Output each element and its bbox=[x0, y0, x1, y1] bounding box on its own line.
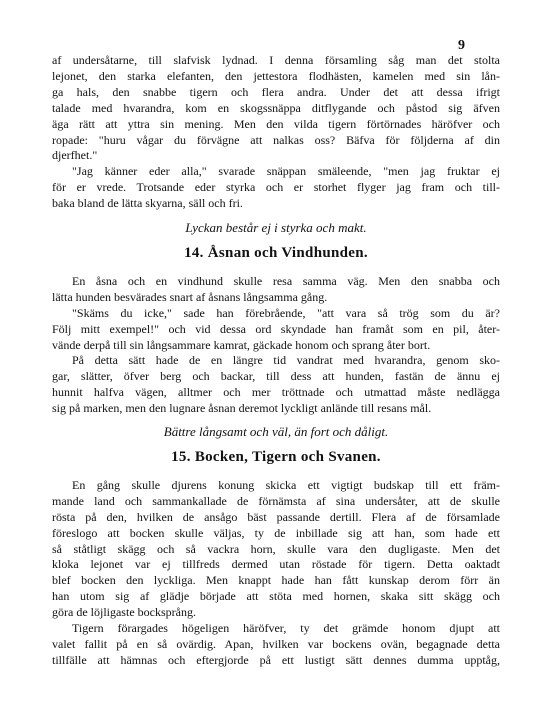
text-line: gar, slätter, öfver berg och backar, till dess att hunden, fastän de ännu ej bbox=[52, 369, 500, 384]
text-line: kloka lejonet var ej tillfreds dermed utan röstade för tigern. Detta oaktadt bbox=[52, 557, 500, 572]
fable-14 bbox=[52, 246, 500, 442]
text-line: tillfälle att hämnas och eftergjorde på ett lustigt sätt dennes dumma upptåg, bbox=[52, 652, 500, 667]
text-line: för er vrede. Trotsande eder styrka och er storhet flyger jag fram och till- bbox=[52, 180, 500, 195]
text-line: "Jag känner eder alla," svarade snäppan smäleende, "men jag fruktar ej bbox=[72, 164, 500, 179]
text-line: ropade: "huru vågar du förvägne att nalkas oss? Bäfva för följderna af din bbox=[52, 132, 500, 147]
text-line: lätta hunden besvärades snart af åsnans långsamma gång. bbox=[52, 289, 328, 304]
text-line: baka bland de lätta skyarna, säll och fri. bbox=[52, 196, 243, 211]
text-line: talade med hvarandra, kom en skogssnäppa ditflygande och påstod sig äfven bbox=[52, 100, 500, 115]
text-line: djerfhet." bbox=[52, 148, 98, 163]
text-line: sig på marken, men den lugnare åsnan deremot lyckligt anlände till resans mål. bbox=[52, 401, 432, 416]
text-line: Tigern förargades högeligen häröfver, ty det grämde honom djupt att bbox=[72, 621, 500, 636]
page-number: 9 bbox=[458, 38, 465, 53]
text-line: han utom sig af glädje började att stöta med hornen, skaka sitt skägg och bbox=[52, 589, 500, 604]
fable-heading: 15. Bocken, Tigern och Svanen. bbox=[171, 449, 381, 465]
text-line: valet fallit på en så ovärdig. Apan, hvilken var bockens ovän, begagnade detta bbox=[52, 636, 500, 651]
text-line: ga hals, den snabbe tigern och flera andra. Under det att dessa ifrigt bbox=[52, 84, 500, 99]
text-line: En gång skulle djurens konung skicka ett vigtigt budskap till ett främ- bbox=[72, 477, 500, 492]
text-line: vände derpå till sin långsammare kamrat, gäckade honom och sprang åter bort. bbox=[52, 337, 431, 352]
text-line: äga rätt att yttra sin mening. Men den vilda tigern förtörnades häröfver och bbox=[52, 116, 500, 131]
text-line: göra de löjligaste bocksprång. bbox=[52, 605, 196, 620]
fable-continuation bbox=[52, 53, 500, 238]
text-line: mande land och sammankallade de förnämsta af sina undersåter, att de skulle bbox=[52, 493, 500, 508]
text-line: lejonet, den starka elefanten, den jettestora flodhästen, kamelen med sin lån- bbox=[52, 68, 500, 83]
text-line: föreslogo att bocken skulle väljas, ty de inbillade sig att han, som hade ett bbox=[52, 525, 500, 540]
text-line: "Skäms du icke," sade han förebrående, "att vara så trög som du är? bbox=[72, 305, 500, 320]
text-line: En åsna och en vindhund skulle resa samma väg. Men den snabba och bbox=[72, 273, 500, 288]
fable-moral: Bättre långsamt och väl, än fort och dåligt. bbox=[163, 424, 389, 440]
text-line: så ståtligt skägg och så vackra horn, skulle vara den dugligaste. Men det bbox=[52, 541, 500, 556]
fable-moral: Lyckan består ej i styrka och makt. bbox=[185, 220, 367, 236]
fable-heading: 14. Åsnan och Vindhunden. bbox=[184, 245, 368, 261]
text-line: af undersåtarne, till slafvisk lydnad. I denna församling såg man det stolta bbox=[52, 53, 500, 67]
text-line: Följ mitt exempel!" och vid dessa ord skyndade han framåt som en pil, åter- bbox=[52, 321, 500, 336]
text-line: På detta sätt hade de en längre tid vandrat med hvarandra, genom sko- bbox=[72, 353, 500, 368]
text-line: hunnit halfva vägen, alltmer och mer tröttnade och utmattad måste nedlägga bbox=[52, 385, 500, 400]
text-line: blef bocken den lyckliga. Men knappt hade han fått kunskap derom förr än bbox=[52, 573, 500, 588]
text-line: rösta på den, hvilken de ansågo bäst passande dertill. Flera af de församlade bbox=[52, 509, 500, 524]
fable-15 bbox=[52, 450, 500, 669]
